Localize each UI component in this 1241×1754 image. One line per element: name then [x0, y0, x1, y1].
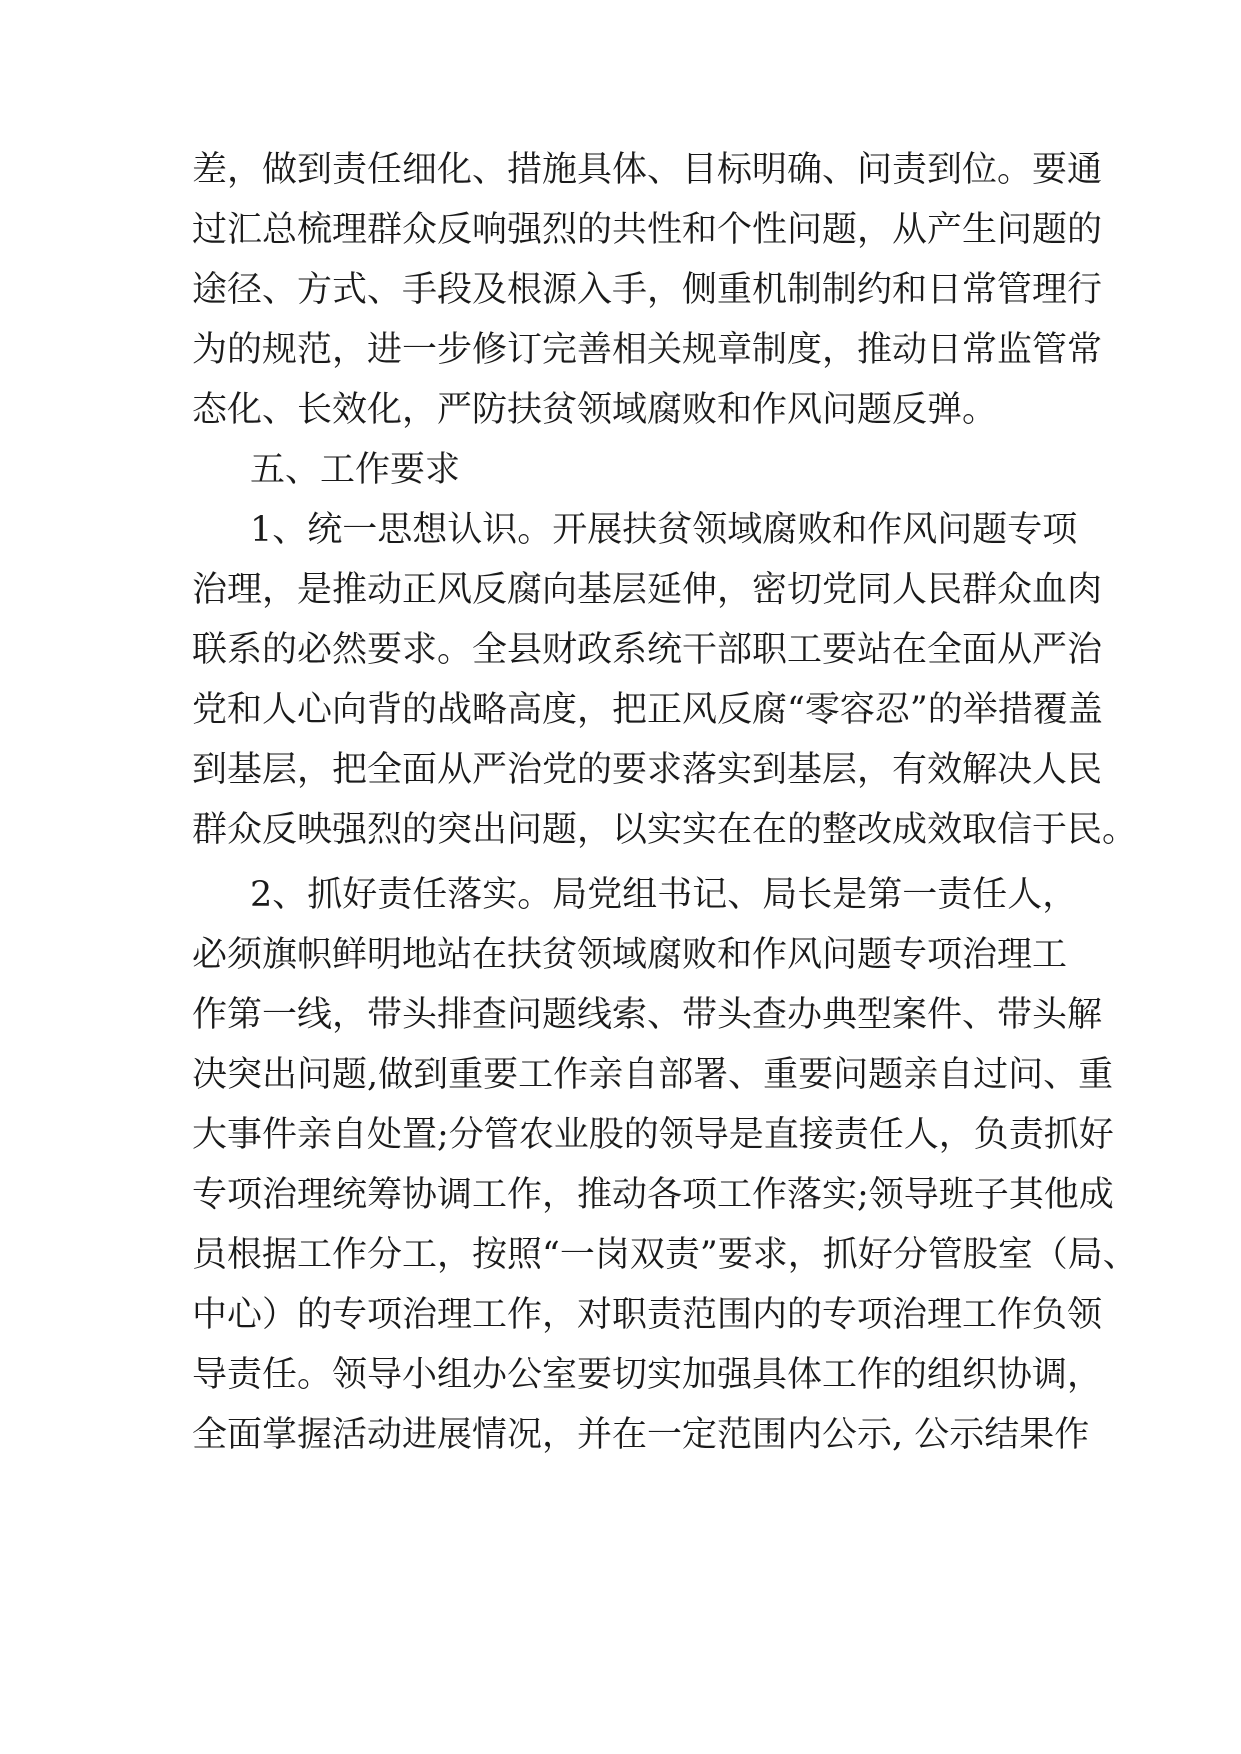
- paragraph-line: 专项治理统筹协调工作，推动各项工作落实;领导班子其他成: [192, 1175, 1114, 1215]
- paragraph-line: 1、统一思想认识。开展扶贫领域腐败和作风问题专项: [250, 510, 1078, 550]
- section-heading: 五、工作要求: [250, 450, 461, 490]
- paragraph-line: 到基层，把全面从严治党的要求落实到基层，有效解决人民: [192, 750, 1103, 790]
- paragraph-line: 中心）的专项治理工作，对职责范围内的专项治理工作负领: [192, 1295, 1103, 1335]
- paragraph-line: 态化、长效化，严防扶贫领域腐败和作风问题反弹。: [192, 390, 998, 430]
- paragraph-line: 必须旗帜鲜明地站在扶贫领域腐败和作风问题专项治理工: [192, 935, 1068, 975]
- paragraph-line: 员根据工作分工，按照“一岗双责”要求，抓好分管股室（局、: [192, 1235, 1138, 1275]
- paragraph-line: 决突出问题,做到重要工作亲自部署、重要问题亲自过问、重: [192, 1055, 1114, 1095]
- paragraph-line: 治理，是推动正风反腐向基层延伸，密切党同人民群众血肉: [192, 570, 1103, 610]
- paragraph-line: 导责任。领导小组办公室要切实加强具体工作的组织协调，: [192, 1355, 1103, 1395]
- paragraph-line: 差，做到责任细化、措施具体、目标明确、问责到位。要通: [192, 150, 1103, 190]
- paragraph-line: 2、抓好责任落实。局党组书记、局长是第一责任人，: [250, 875, 1078, 915]
- paragraph-line: 党和人心向背的战略高度，把正风反腐“零容忍”的举措覆盖: [192, 690, 1103, 730]
- paragraph-line: 过汇总梳理群众反响强烈的共性和个性问题，从产生问题的: [192, 210, 1103, 250]
- paragraph-line: 途径、方式、手段及根源入手，侧重机制制约和日常管理行: [192, 270, 1103, 310]
- paragraph-line: 联系的必然要求。全县财政系统干部职工要站在全面从严治: [192, 630, 1103, 670]
- paragraph-line: 群众反映强烈的突出问题，以实实在在的整改成效取信于民。: [192, 810, 1138, 850]
- paragraph-line: 全面掌握活动进展情况，并在一定范围内公示, 公示结果作: [192, 1415, 1090, 1455]
- paragraph-line: 大事件亲自处置;分管农业股的领导是直接责任人，负责抓好: [192, 1115, 1114, 1155]
- paragraph-line: 作第一线，带头排查问题线索、带头查办典型案件、带头解: [192, 995, 1103, 1035]
- paragraph-line: 为的规范，进一步修订完善相关规章制度，推动日常监管常: [192, 330, 1103, 370]
